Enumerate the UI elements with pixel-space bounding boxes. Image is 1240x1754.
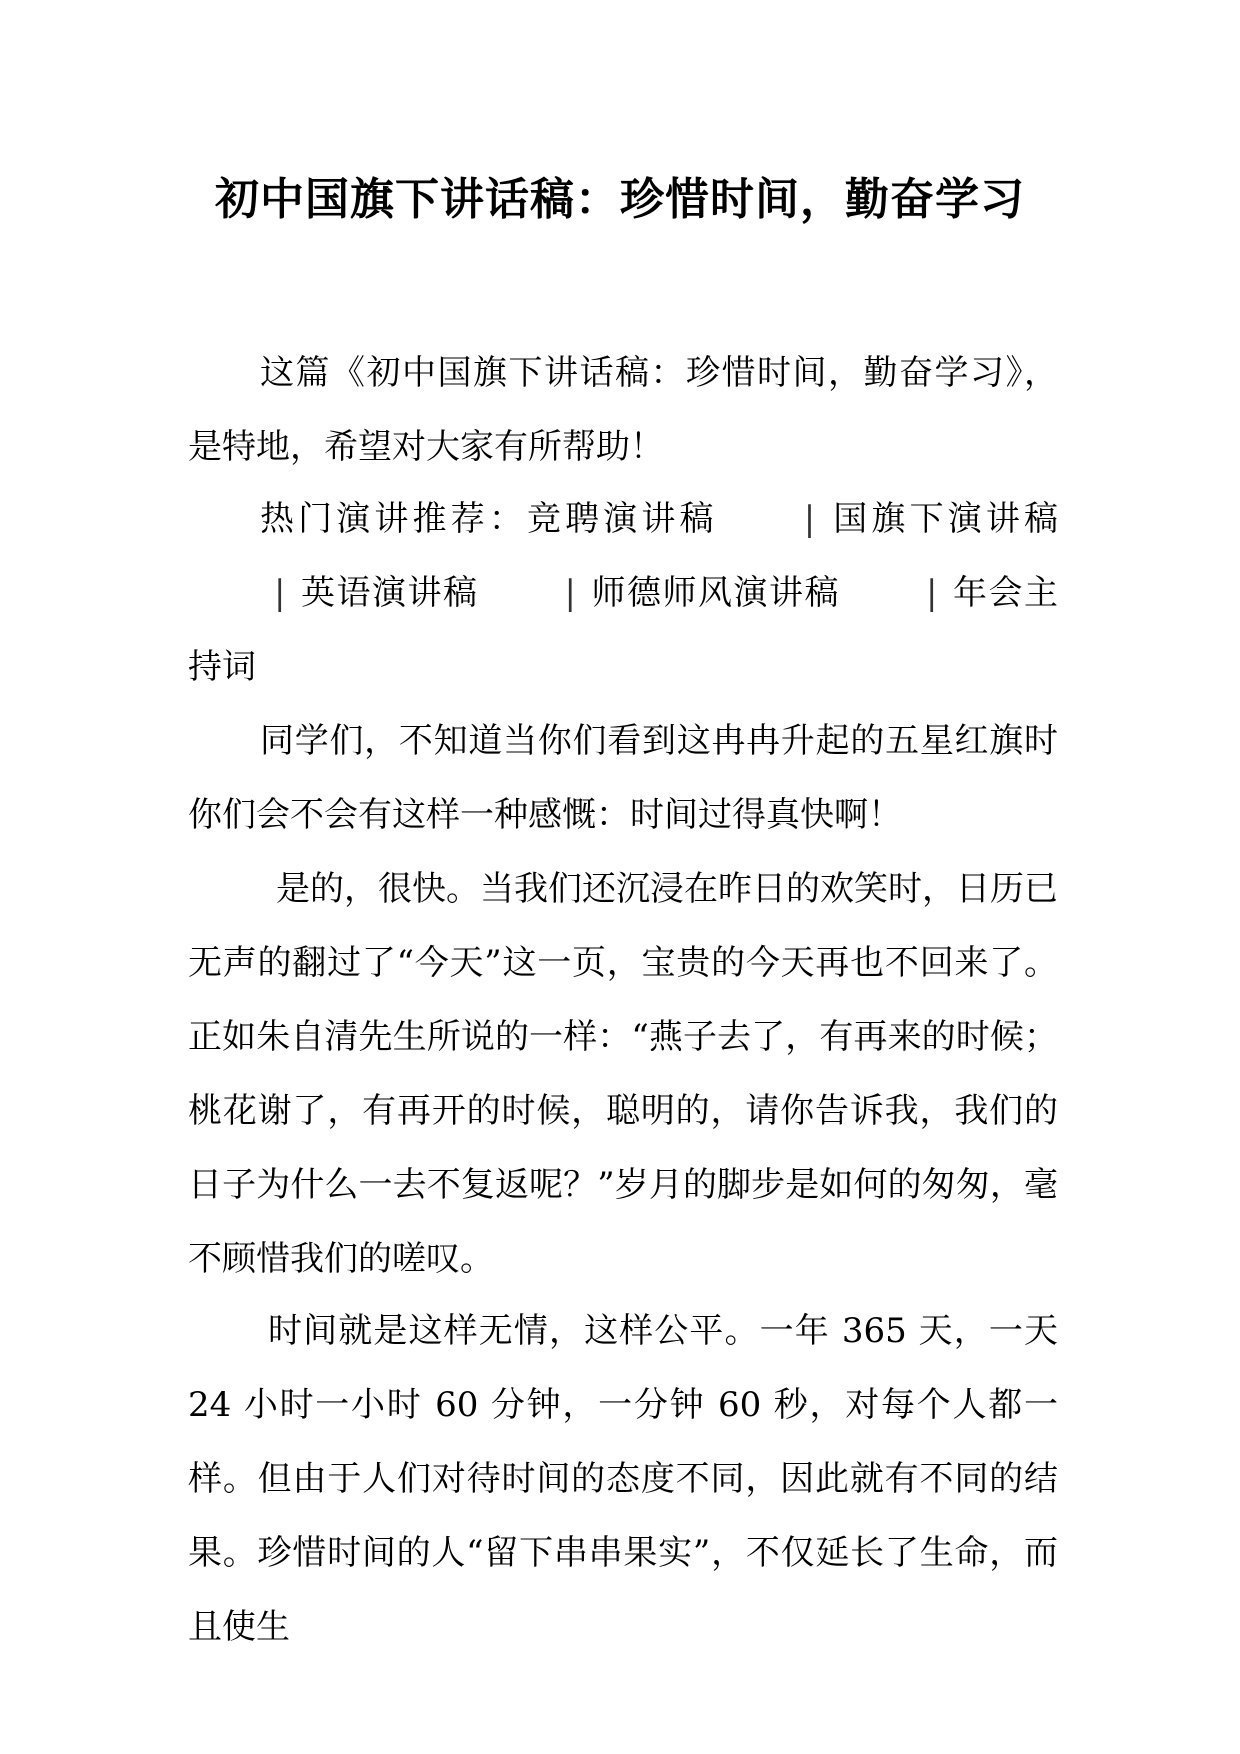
intro-paragraph: 这篇《初中国旗下讲话稿：珍惜时间，勤奋学习》，是特地，希望对大家有所帮助！ xyxy=(188,353,1058,467)
document-title: 初中国旗下讲话稿：珍惜时间，勤奋学习 xyxy=(215,174,1025,225)
recommend-paragraph xyxy=(188,482,1058,704)
recommend-link-3[interactable]: 英语演讲稿 xyxy=(299,573,479,613)
separator: | xyxy=(926,573,938,613)
recommend-link-5[interactable]: 年会主持词 xyxy=(188,573,1059,687)
body-paragraph-3: 时间就是这样无情，这样公平。一年 365 天，一天 24 小时一小时 60 分钟，一分钟 60 秒，对每个人都一样。但由于人们对待时间的态度不同，因此就有不同的结果。珍惜时间的人“留下串串果实”，不仅延长了生命，而且使生 xyxy=(188,1311,1058,1647)
separator: | xyxy=(803,499,816,539)
recommend-label: 热门演讲推荐： xyxy=(260,499,527,539)
body-paragraph-2: 是的，很快。当我们还沉浸在昨日的欢笑时，日历已无声的翻过了“今天”这一页，宝贵的今天再也不回来了。正如朱自清先生所说的一样：“燕子去了，有再来的时候；桃花谢了，有再开的时候，聪明的，请你告诉我，我们的日子为什么一去不复返呢？”岁月的脚步是如何的匆匆，毫不顾惜我们的嗟叹。 xyxy=(188,869,1058,1279)
separator: | xyxy=(564,573,576,613)
recommend-link-1[interactable]: 竞聘演讲稿 xyxy=(526,499,718,539)
recommend-link-4[interactable]: 师德师风演讲稿 xyxy=(589,573,841,613)
separator: | xyxy=(274,573,286,613)
recommend-link-2[interactable]: 国旗下演讲稿 xyxy=(829,499,1058,539)
body-paragraph-1: 同学们，不知道当你们看到这冉冉升起的五星红旗时你们会不会有这样一种感慨：时间过得真快啊！ xyxy=(188,721,1058,835)
